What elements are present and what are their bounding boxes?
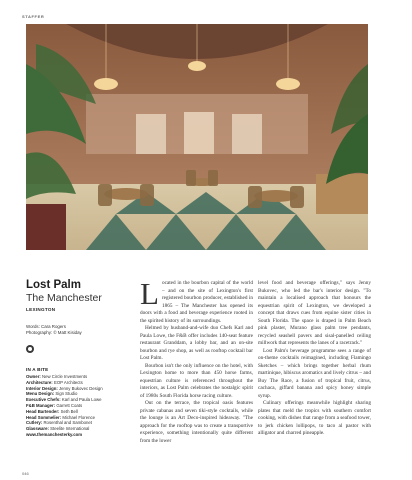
website-link[interactable]: www.themanchesterky.com <box>26 431 83 437</box>
paragraph: level food and beverage offerings," says Jenny Bukovec, who led the bar's interior design. "To maintain a localised approach that honours the equestrian spirit of Lexington, we developed a concept that draws cues from equine sister cities in South Florida. The space is draped in Palm Beach pink plaster, Murano glass palm tree pendants, recycled seashell pavers and sisal-panelled ceiling millwork that represents the lanes of a racetrack." <box>258 280 371 346</box>
list-item: Head Sommelier: Michael Florence <box>26 414 96 420</box>
list-item: Cutlery: Rosenthal and Sambonet <box>26 420 92 426</box>
list-item: Executive Chefs: Karl and Paula Lowe <box>26 397 102 403</box>
in-a-bite-list <box>26 374 126 438</box>
paragraph: Bourbon isn't the only influence on the hotel, with Lexington home to more than 450 horse farms, equestrian culture is referenced throughout the interiors, as Lost Palm celebrates the nostalgic spirit of 1980s South Florida horse racing culture. <box>140 362 253 399</box>
body-column-1 <box>140 276 253 445</box>
credits <box>26 324 116 336</box>
list-item: F&B Manager: Garrett Coats <box>26 402 83 408</box>
list-item: Glassware: Steelite International <box>26 426 90 432</box>
hero-illustration <box>26 24 368 250</box>
section-label: STAFFER <box>22 14 45 19</box>
paragraph: Helmed by husband-and-wife duo Chefs Karl and Paula Lowe, the F&B offer includes 140-seat feature restaurant Granddam, a lobby bar, and an on-site bourbon and rye shop, as well as rooftop cocktail bar Lost Palm. <box>140 325 253 361</box>
paragraph: Lost Palm's beverage programme sees a range of on-theme cocktails reimagined, including Flamingo Sketches – which brings together herbal rhum martinique, hibiscus aromatics and lively citrus – and Buy The Race, a fusion of tropical fruit, citrus, cachaca, giffard banana and spicy honey simple syrup. <box>258 347 371 399</box>
in-a-bite-heading: IN A BITE <box>26 367 49 372</box>
list-item: Menu Design: Sign Studio <box>26 391 78 397</box>
list-item: Head Bartender: Seth Bell <box>26 408 78 414</box>
hero-photo <box>26 24 368 250</box>
camera-icon <box>26 345 34 353</box>
credits-photo: Photography: © Matt Kisiday <box>26 330 82 335</box>
article-title: Lost Palm <box>26 279 81 291</box>
drop-cap: L <box>140 276 159 311</box>
list-item: Architecture: EOP Architects <box>26 379 83 385</box>
credits-words: Words: Cara Rogers <box>26 324 66 329</box>
article-location: LEXINGTON <box>26 307 56 312</box>
body-column-2 <box>258 280 371 438</box>
camera-lens <box>28 347 32 351</box>
list-item: Owner: New Circle Investments <box>26 374 88 379</box>
paragraph: Located in the bourbon capital of the world – and on the site of Lexington's first registered bourbon producer, established in 1865 – The Manchester has opened its doors with a food and beverage experience rooted in the spirited history of its surroundings. <box>140 276 253 324</box>
list-item: Interior Design: Jenny Bukovec Design <box>26 385 103 391</box>
paragraph: Culinary offerings meanwhile highlight sharing plates that meld the tropics with southern comfort cooking, with dishes that range from a seafood tower, to jerk chicken lollipops, to taco al pastor with alligator and charred pineapple. <box>258 400 371 436</box>
paragraph: Out on the terrace, the tropical oasis features private cabanas and seven tiki-style cocktails, while the lounge is an Art Deco-inspired hideaway. "The approach for the rooftop was to create a transportive experience, something intentionally quite different from the lower <box>140 400 253 444</box>
page-number: 046 <box>22 471 29 476</box>
article-subtitle: The Manchester <box>26 292 102 304</box>
